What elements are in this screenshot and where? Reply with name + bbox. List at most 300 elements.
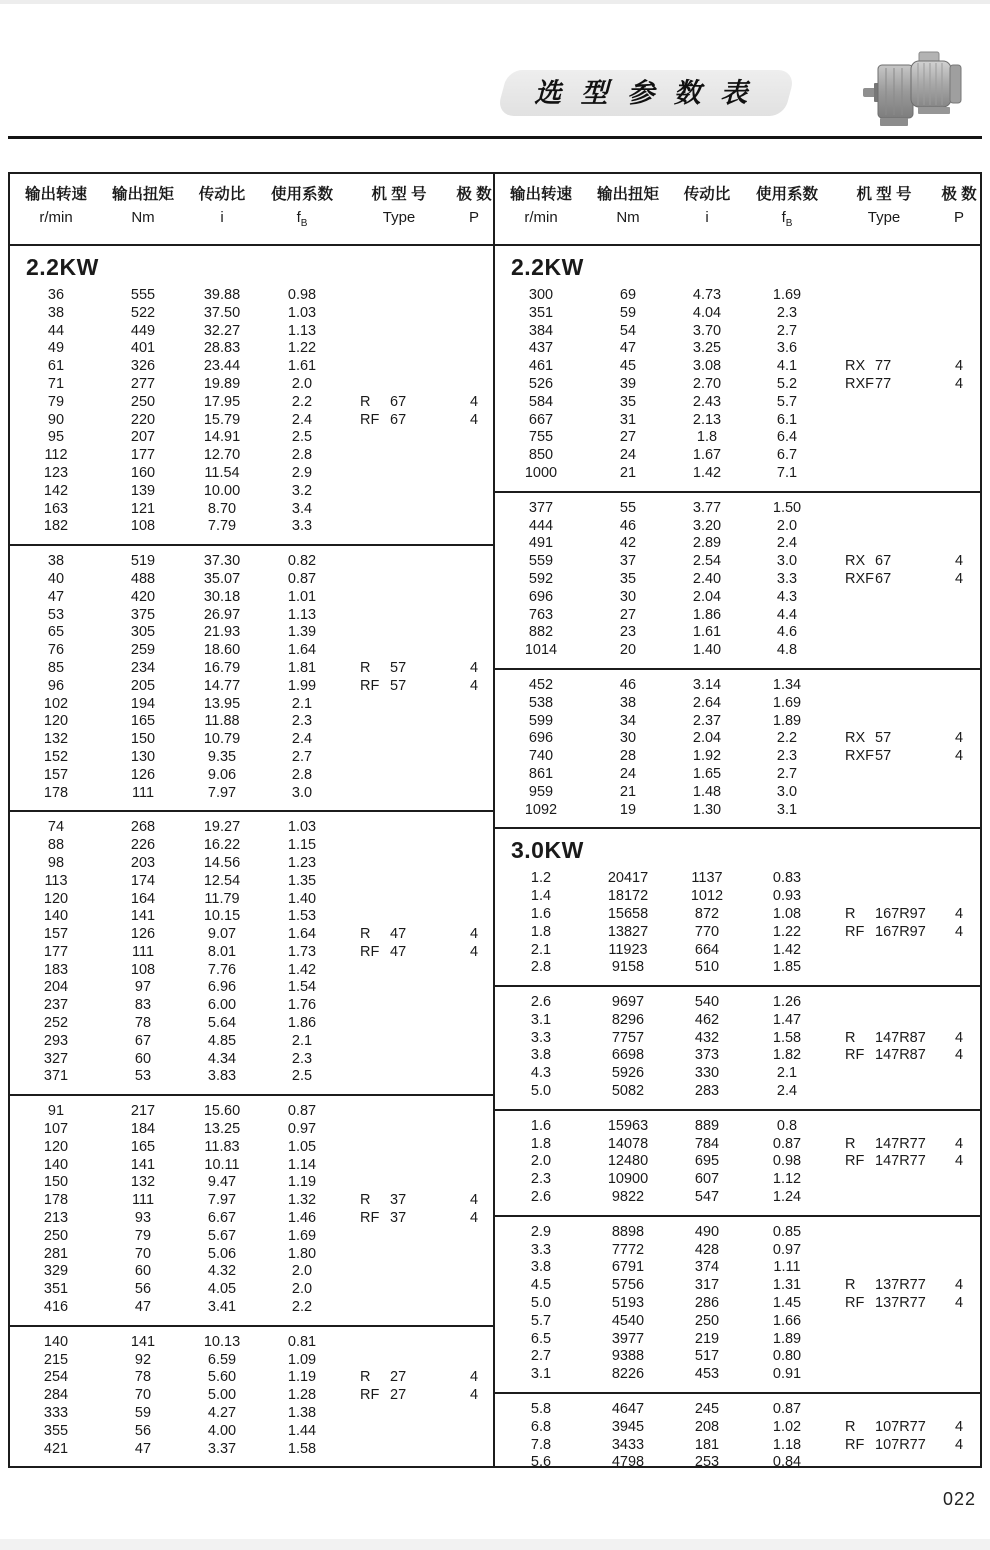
fb-cell: 2.7 [291,748,313,765]
fb-cell: 2.7 [776,322,798,339]
torque-cell: 18172 [607,888,649,905]
table-row [10,553,493,571]
table-row [10,1441,493,1459]
poles-cell: 4 [954,730,964,747]
torque-cell: 111 [131,1192,155,1209]
ratio-cell: 3.77 [692,499,722,516]
poles-cell [939,607,979,625]
torque-cell: 56 [134,1281,152,1298]
ratio-cell: 5.64 [207,1015,237,1032]
fb-cell: 2.3 [291,713,313,730]
ratio-cell: 517 [694,1348,720,1365]
table-row [10,678,493,696]
poles-cell [454,1139,494,1157]
poles-cell [939,535,979,553]
speed-cell: 5.6 [530,1454,552,1471]
type-cell [344,553,454,571]
ratio-cell: 11.88 [204,713,240,730]
type-cell [829,1277,939,1295]
fb-cell: 0.98 [772,1153,802,1170]
torque-cell: 519 [130,553,156,570]
fb-cell: 2.3 [776,304,798,321]
type-cell [829,1401,939,1419]
type-cell [344,891,454,909]
speed-cell: 452 [528,676,554,693]
ratio-cell: 1.65 [692,765,722,782]
ratio-cell: 10.00 [203,482,241,499]
fb-cell: 0.97 [772,1241,802,1258]
table-row [495,766,980,784]
poles-cell [454,1033,494,1051]
type-cell [344,873,454,891]
type-cell [829,1348,939,1366]
ratio-cell: 11.79 [204,890,240,907]
table-row [10,1068,493,1086]
ratio-cell: 3.25 [692,340,722,357]
table-row [495,465,980,483]
ratio-cell: 3.83 [207,1068,237,1085]
table-row [10,1174,493,1192]
type-model: 67 [390,393,407,410]
fb-cell: 4.1 [776,358,798,375]
type-prefix: RF [845,1153,865,1170]
table-row [495,748,980,766]
poles-cell [454,1334,494,1352]
table-row [495,1118,980,1136]
speed-cell: 113 [44,872,68,889]
poles-cell [454,358,494,376]
type-cell [829,1189,939,1207]
type-cell [829,607,939,625]
ratio-cell: 23.44 [203,358,241,375]
table-row [10,501,493,519]
torque-cell: 93 [134,1210,152,1227]
ratio-cell: 5.67 [207,1227,237,1244]
table-row [495,695,980,713]
ratio-cell: 11.54 [204,464,240,481]
speed-cell: 329 [43,1263,69,1280]
fb-cell: 1.73 [287,943,317,960]
ratio-cell: 10.79 [203,731,241,748]
fb-cell: 1.13 [287,322,317,339]
table-row [495,429,980,447]
ratio-cell: 13.95 [203,695,241,712]
type-model: 47 [390,943,407,960]
ratio-cell: 250 [694,1312,720,1329]
ratio-cell: 6.67 [207,1210,237,1227]
type-cell [344,1441,454,1459]
torque-cell: 220 [130,411,156,428]
header-unit: P [953,209,964,226]
ratio-cell: 889 [694,1117,720,1134]
data-block [495,668,980,827]
table-row [10,483,493,501]
speed-cell: 183 [43,961,69,978]
poles-cell [939,642,979,660]
type-cell [829,1118,939,1136]
ratio-cell: 664 [694,941,720,958]
type-model: 47 [390,926,407,943]
poles-cell [454,323,494,341]
torque-cell: 31 [619,411,637,428]
poles-cell [939,1348,979,1366]
torque-cell: 177 [130,447,156,464]
table-row [10,1281,493,1299]
speed-cell: 213 [43,1210,69,1227]
poles-cell [454,873,494,891]
speed-cell: 559 [528,553,554,570]
type-model: 57 [390,659,407,676]
speed-cell: 2.6 [530,994,552,1011]
torque-cell: 139 [130,482,156,499]
ratio-cell: 540 [694,994,720,1011]
fb-cell: 1.09 [287,1351,317,1368]
poles-cell: 4 [469,943,479,960]
table-row [10,340,493,358]
poles-cell [939,589,979,607]
table-row [10,1369,493,1387]
ratio-cell: 15.79 [203,411,241,428]
poles-cell [939,1171,979,1189]
fb-cell: 0.85 [772,1223,802,1240]
table-row [10,607,493,625]
header-units-row [495,206,980,236]
table-row [495,1171,980,1189]
table-row [10,1387,493,1405]
ratio-cell: 17.95 [203,393,241,410]
speed-cell: 850 [528,447,554,464]
fb-cell: 1.35 [287,872,317,889]
table-row [10,926,493,944]
fb-cell: 1.45 [772,1295,802,1312]
poles-cell [454,696,494,714]
speed-cell: 1.8 [530,923,552,940]
table-row [495,589,980,607]
speed-cell: 1000 [524,464,558,481]
poles-cell [454,837,494,855]
ratio-cell: 30.18 [203,588,241,605]
speed-cell: 38 [47,304,65,321]
speed-cell: 882 [528,624,554,641]
header-label: 极 数 [941,186,977,203]
data-block [10,810,493,1094]
type-cell [829,1437,939,1455]
poles-cell [939,1454,979,1472]
torque-cell: 449 [130,322,156,339]
ratio-cell: 7.97 [207,1192,237,1209]
table-row [10,944,493,962]
poles-cell [939,713,979,731]
torque-cell: 35 [619,393,637,410]
ratio-cell: 19.27 [203,819,241,836]
type-cell [829,465,939,483]
speed-cell: 182 [43,518,69,535]
torque-cell: 15658 [607,905,649,922]
torque-cell: 70 [134,1387,152,1404]
table-row [10,1228,493,1246]
table-row [495,924,980,942]
table-row [10,713,493,731]
type-cell [344,660,454,678]
type-prefix: RF [845,1295,865,1312]
torque-cell: 207 [130,429,156,446]
data-block [495,827,980,985]
poles-cell [454,962,494,980]
table-row [495,1437,980,1455]
torque-cell: 5193 [611,1295,645,1312]
torque-cell: 5756 [611,1277,645,1294]
poles-cell [939,518,979,536]
fb-cell: 2.3 [291,1050,313,1067]
type-model: 167R97 [875,923,926,940]
header-label: 机 型 号 [856,186,912,203]
torque-cell: 234 [130,659,156,676]
type-cell [344,358,454,376]
ratio-cell: 39.88 [203,287,241,303]
table-row [495,994,980,1012]
speed-cell: 584 [528,393,554,410]
speed-cell: 140 [43,908,69,925]
fb-cell: 1.03 [287,304,317,321]
data-block [495,1109,980,1215]
header-unit [260,206,344,236]
poles-cell: 4 [954,358,964,375]
type-cell [344,571,454,589]
speed-cell: 351 [528,304,554,321]
type-cell [829,1419,939,1437]
type-cell [344,483,454,501]
ratio-cell: 9.07 [207,926,237,943]
fb-cell: 1.76 [287,997,317,1014]
type-cell [829,1295,939,1313]
type-cell [829,305,939,323]
poles-cell: 4 [469,1210,479,1227]
type-cell [344,944,454,962]
table-row [10,908,493,926]
type-cell [829,323,939,341]
page-title: 选 型 参 数 表 [532,78,760,108]
type-cell [344,713,454,731]
type-cell [829,287,939,305]
fb-cell: 3.1 [776,801,798,818]
fb-cell: 1.58 [772,1029,802,1046]
speed-cell: 215 [43,1351,69,1368]
type-cell [829,994,939,1012]
type-prefix: RX [845,730,866,747]
table-row [10,1405,493,1423]
header-label: 输出扭矩 [596,186,659,203]
table-row [10,855,493,873]
type-cell [344,785,454,803]
ratio-cell: 28.83 [203,340,241,357]
power-heading: 2.2KW [511,254,584,280]
torque-cell: 3977 [611,1330,645,1347]
torque-cell: 23 [619,624,637,641]
torque-cell: 19 [619,801,637,818]
type-cell [829,677,939,695]
speed-cell: 53 [47,606,65,623]
type-cell [829,695,939,713]
torque-cell: 24 [619,765,637,782]
poles-cell [454,1157,494,1175]
speed-cell: 140 [43,1333,69,1350]
speed-cell: 177 [43,943,69,960]
torque-cell: 8226 [611,1366,645,1383]
torque-cell: 375 [130,606,156,623]
ratio-cell: 21.93 [203,624,241,641]
ratio-cell: 1.67 [692,447,722,464]
table-row [495,1012,980,1030]
torque-cell: 126 [130,926,156,943]
torque-cell: 326 [130,358,156,375]
fb-cell: 1.40 [287,890,317,907]
header-unit: Type [867,209,901,226]
speed-cell: 4.5 [530,1277,552,1294]
speed-cell: 47 [47,588,65,605]
ratio-cell: 4.34 [207,1050,237,1067]
header-label: 传动比 [198,186,246,203]
fb-cell: 1.19 [287,1369,317,1386]
fb-cell: 1.80 [287,1245,317,1262]
fb-cell: 2.8 [291,766,313,783]
fb-cell: 1.89 [772,1330,802,1347]
fb-cell: 2.5 [291,1068,313,1085]
type-cell [829,924,939,942]
type-cell [344,908,454,926]
torque-cell: 59 [619,304,637,321]
table-row [10,518,493,536]
ratio-cell: 4.32 [207,1263,237,1280]
type-cell [344,624,454,642]
torque-cell: 250 [130,393,156,410]
fb-cell: 3.0 [291,784,313,801]
fb-cell: 0.91 [772,1366,802,1383]
type-cell [344,429,454,447]
poles-cell [454,908,494,926]
torque-cell: 5926 [611,1065,645,1082]
torque-cell: 67 [134,1032,152,1049]
poles-cell [454,731,494,749]
table-row [495,500,980,518]
poles-cell [939,1313,979,1331]
torque-cell: 259 [130,642,156,659]
table-row [10,873,493,891]
torque-cell: 150 [130,731,156,748]
poles-cell: 4 [954,1153,964,1170]
torque-cell: 42 [619,535,637,552]
fb-cell: 1.14 [287,1156,317,1173]
type-cell [344,412,454,430]
poles-cell [454,1263,494,1281]
speed-cell: 142 [43,482,69,499]
fb-cell: 2.4 [291,411,313,428]
unit-base: f [781,209,786,226]
data-block [10,1325,493,1467]
poles-cell: 4 [469,393,479,410]
ratio-cell: 8.70 [207,500,237,517]
poles-cell [454,1352,494,1370]
type-model: 147R87 [875,1047,926,1064]
table-row [10,997,493,1015]
poles-cell [939,695,979,713]
ratio-cell: 3.14 [692,676,722,693]
table-row [495,624,980,642]
table-row [495,1366,980,1384]
type-cell [829,766,939,784]
fb-cell: 0.83 [772,870,802,887]
ratio-cell: 607 [694,1171,720,1188]
speed-cell: 95 [47,429,65,446]
type-model: 147R87 [875,1029,926,1046]
table-row [10,1015,493,1033]
torque-cell: 78 [134,1015,152,1032]
speed-cell: 1.4 [530,888,552,905]
type-prefix: RF [845,1436,865,1453]
type-prefix: RF [360,1387,380,1404]
fb-cell: 2.0 [776,517,798,534]
poles-cell: 4 [469,926,479,943]
type-cell [829,1171,939,1189]
table-row [495,1189,980,1207]
poles-cell: 4 [954,748,964,765]
ratio-cell: 4.00 [207,1422,237,1439]
ratio-cell: 18.60 [203,642,241,659]
header-unit: i [220,209,224,226]
torque-cell: 97 [134,979,152,996]
table-row [495,1136,980,1154]
ratio-cell: 5.60 [207,1369,237,1386]
torque-cell: 21 [619,783,637,800]
torque-cell: 420 [130,588,156,605]
table-row [10,465,493,483]
type-cell [829,624,939,642]
speed-cell: 351 [43,1281,69,1298]
ratio-cell: 32.27 [203,322,241,339]
type-cell [829,1313,939,1331]
type-cell [829,1047,939,1065]
type-cell [344,1174,454,1192]
type-model: 57 [875,748,892,765]
type-cell [829,713,939,731]
ratio-cell: 208 [694,1418,720,1435]
table-row [10,412,493,430]
torque-cell: 45 [619,358,637,375]
poles-cell [939,429,979,447]
fb-cell: 1.23 [287,854,317,871]
header-unit [745,206,829,236]
poles-cell: 4 [954,1418,964,1435]
poles-cell [454,1246,494,1264]
poles-cell [454,1423,494,1441]
speed-cell: 40 [47,570,65,587]
table-row [10,819,493,837]
type-cell [344,1068,454,1086]
poles-cell: 4 [469,411,479,428]
type-cell [829,748,939,766]
fb-cell: 1.05 [287,1138,317,1155]
torque-cell: 30 [619,588,637,605]
ratio-cell: 872 [694,905,720,922]
table-row [495,870,980,888]
fb-cell: 3.0 [776,553,798,570]
ratio-cell: 1.48 [692,783,722,800]
speed-cell: 36 [47,287,65,303]
speed-cell: 696 [528,730,554,747]
fb-cell: 1.82 [772,1047,802,1064]
torque-cell: 53 [134,1068,152,1085]
speed-cell: 3.1 [530,1366,552,1383]
speed-cell: 98 [47,854,65,871]
